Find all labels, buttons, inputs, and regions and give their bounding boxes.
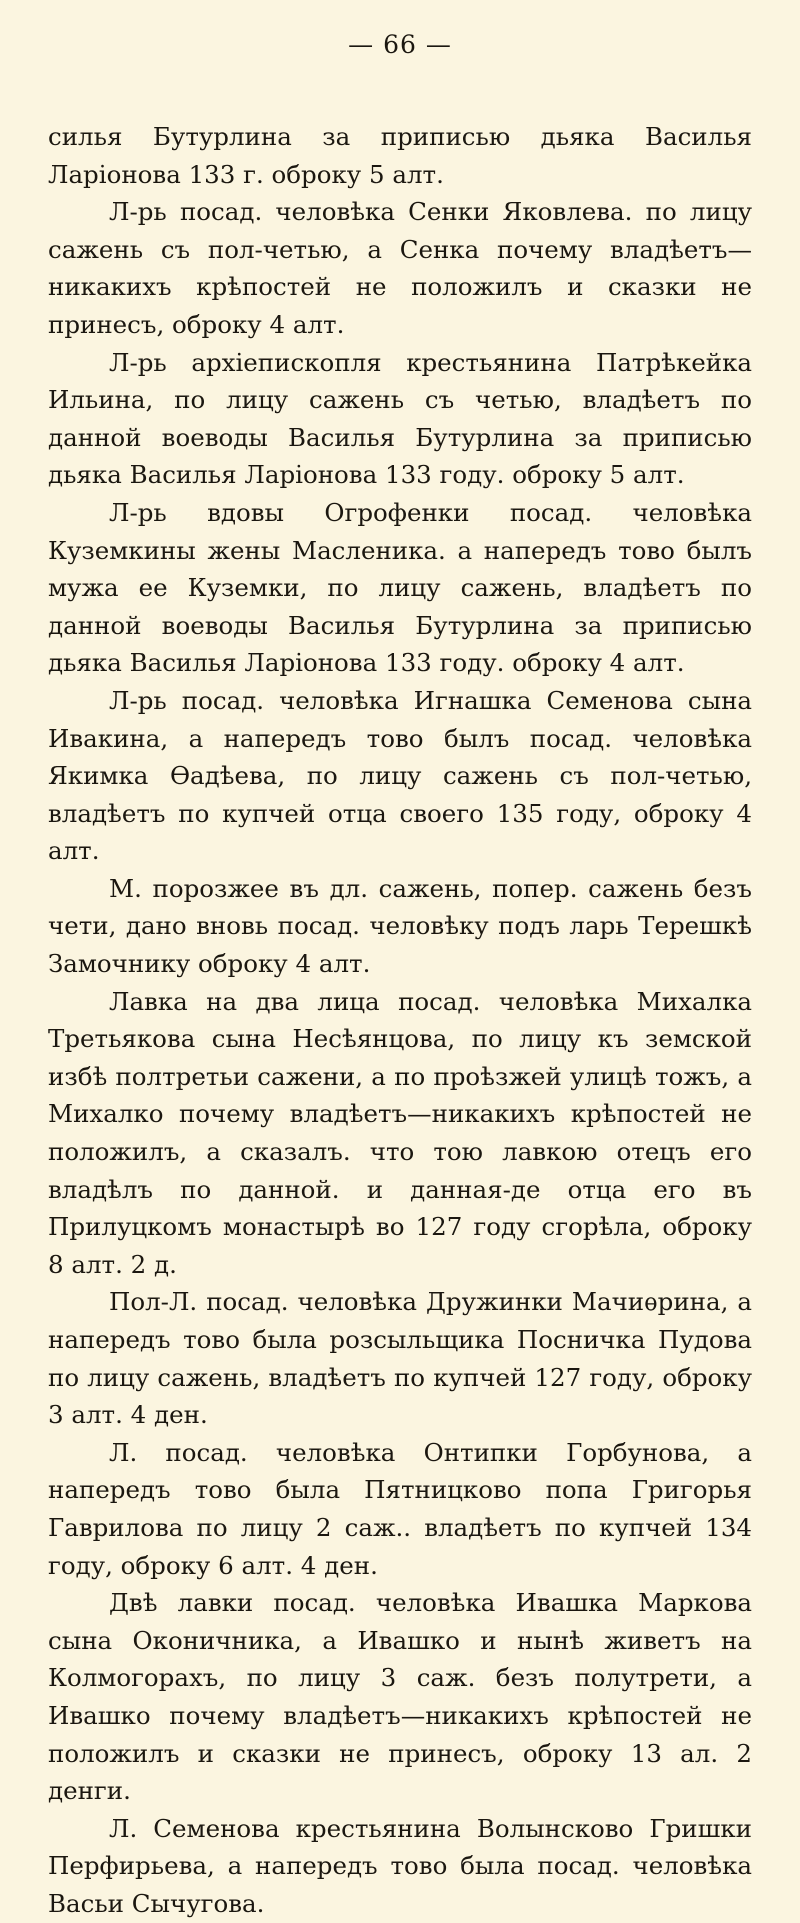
paragraph: Л-рь архіепископля крестьянина Патрѣкейка Ильина, по лицу сажень съ четью, владѣетъ по данной воеводы Василья Бутурлина за приписью дьяка Василья Ларіонова 133 году. оброку 5 алт. xyxy=(48,347,752,490)
paragraph: Л-рь посад. человѣка Игнашка Семенова сына Ивакина, а напередъ тово былъ посад. человѣка Якимка Ѳадѣева, по лицу сажень съ пол-четью, владѣетъ по купчей отца своего 135 году, оброку 4 алт. xyxy=(48,685,752,866)
paragraph: Пол-Л. посад. человѣка Дружинки Мачиѳрина, а напередъ тово была розсыльщика Посничка Пудова по лицу сажень, владѣетъ по купчей 127 году, оброку 3 алт. 4 ден. xyxy=(48,1287,752,1430)
page-number: — 66 — xyxy=(348,30,452,59)
paragraph: Л-рь посад. человѣка Сенки Яковлева. по лицу сажень съ пол-четью, а Сенка почему владѣетъ—никакихъ крѣпостей не положилъ и сказки не принесъ, оброку 4 алт. xyxy=(48,197,752,339)
paragraph: Двѣ лавки посад. человѣка Ивашка Маркова сына Оконичника, а Ивашко и нынѣ живетъ на Колмогорахъ, по лицу 3 саж. безъ полутрети, а Ивашко почему владѣетъ—никакихъ крѣпостей не положилъ и сказки не принесъ, оброку 13 ал. 2 денги. xyxy=(48,1588,752,1806)
paragraph: М. порозжее въ дл. сажень, попер. сажень безъ чети, дано вновь посад. человѣку подъ ларь Терешкѣ Замочнику оброку 4 алт. xyxy=(48,873,752,979)
document-body xyxy=(48,118,752,1923)
paragraph-continued: силья Бутурлина за приписью дьяка Василья Ларіонова 133 г. оброку 5 алт. xyxy=(48,122,752,189)
paragraph: Лавка на два лица посад. человѣка Михалка Третьякова сына Несѣянцова, по лицу къ земской избѣ полтретьи сажени, а по проѣзжей улицѣ тожъ, а Михалко почему владѣетъ—никакихъ крѣпостей не положилъ, а сказалъ. что тою лавкою отецъ его владѣлъ по данной. и данная-де отца его въ Прилуцкомъ монастырѣ во 127 году сгорѣла, оброку 8 алт. 2 д. xyxy=(48,986,752,1279)
paragraph: Л. Семенова крестьянина Волынсково Гришки Перфирьева, а напередъ тово была посад. человѣка Васьи Сычугова. xyxy=(48,1813,752,1918)
paragraph: Л. посад. человѣка Онтипки Горбунова, а напередъ тово была Пятницково попа Григорья Гаврилова по лицу 2 саж.. владѣетъ по купчей 134 году, оброку 6 алт. 4 ден. xyxy=(48,1437,752,1580)
paragraph: Л-рь вдовы Огрофенки посад. человѣка Куземкины жены Масленика. а напередъ тово былъ мужа ее Куземки, по лицу сажень, владѣетъ по данной воеводы Василья Бутурлина за приписью дьяка Василья Ларіонова 133 году. оброку 4 алт. xyxy=(48,497,752,678)
